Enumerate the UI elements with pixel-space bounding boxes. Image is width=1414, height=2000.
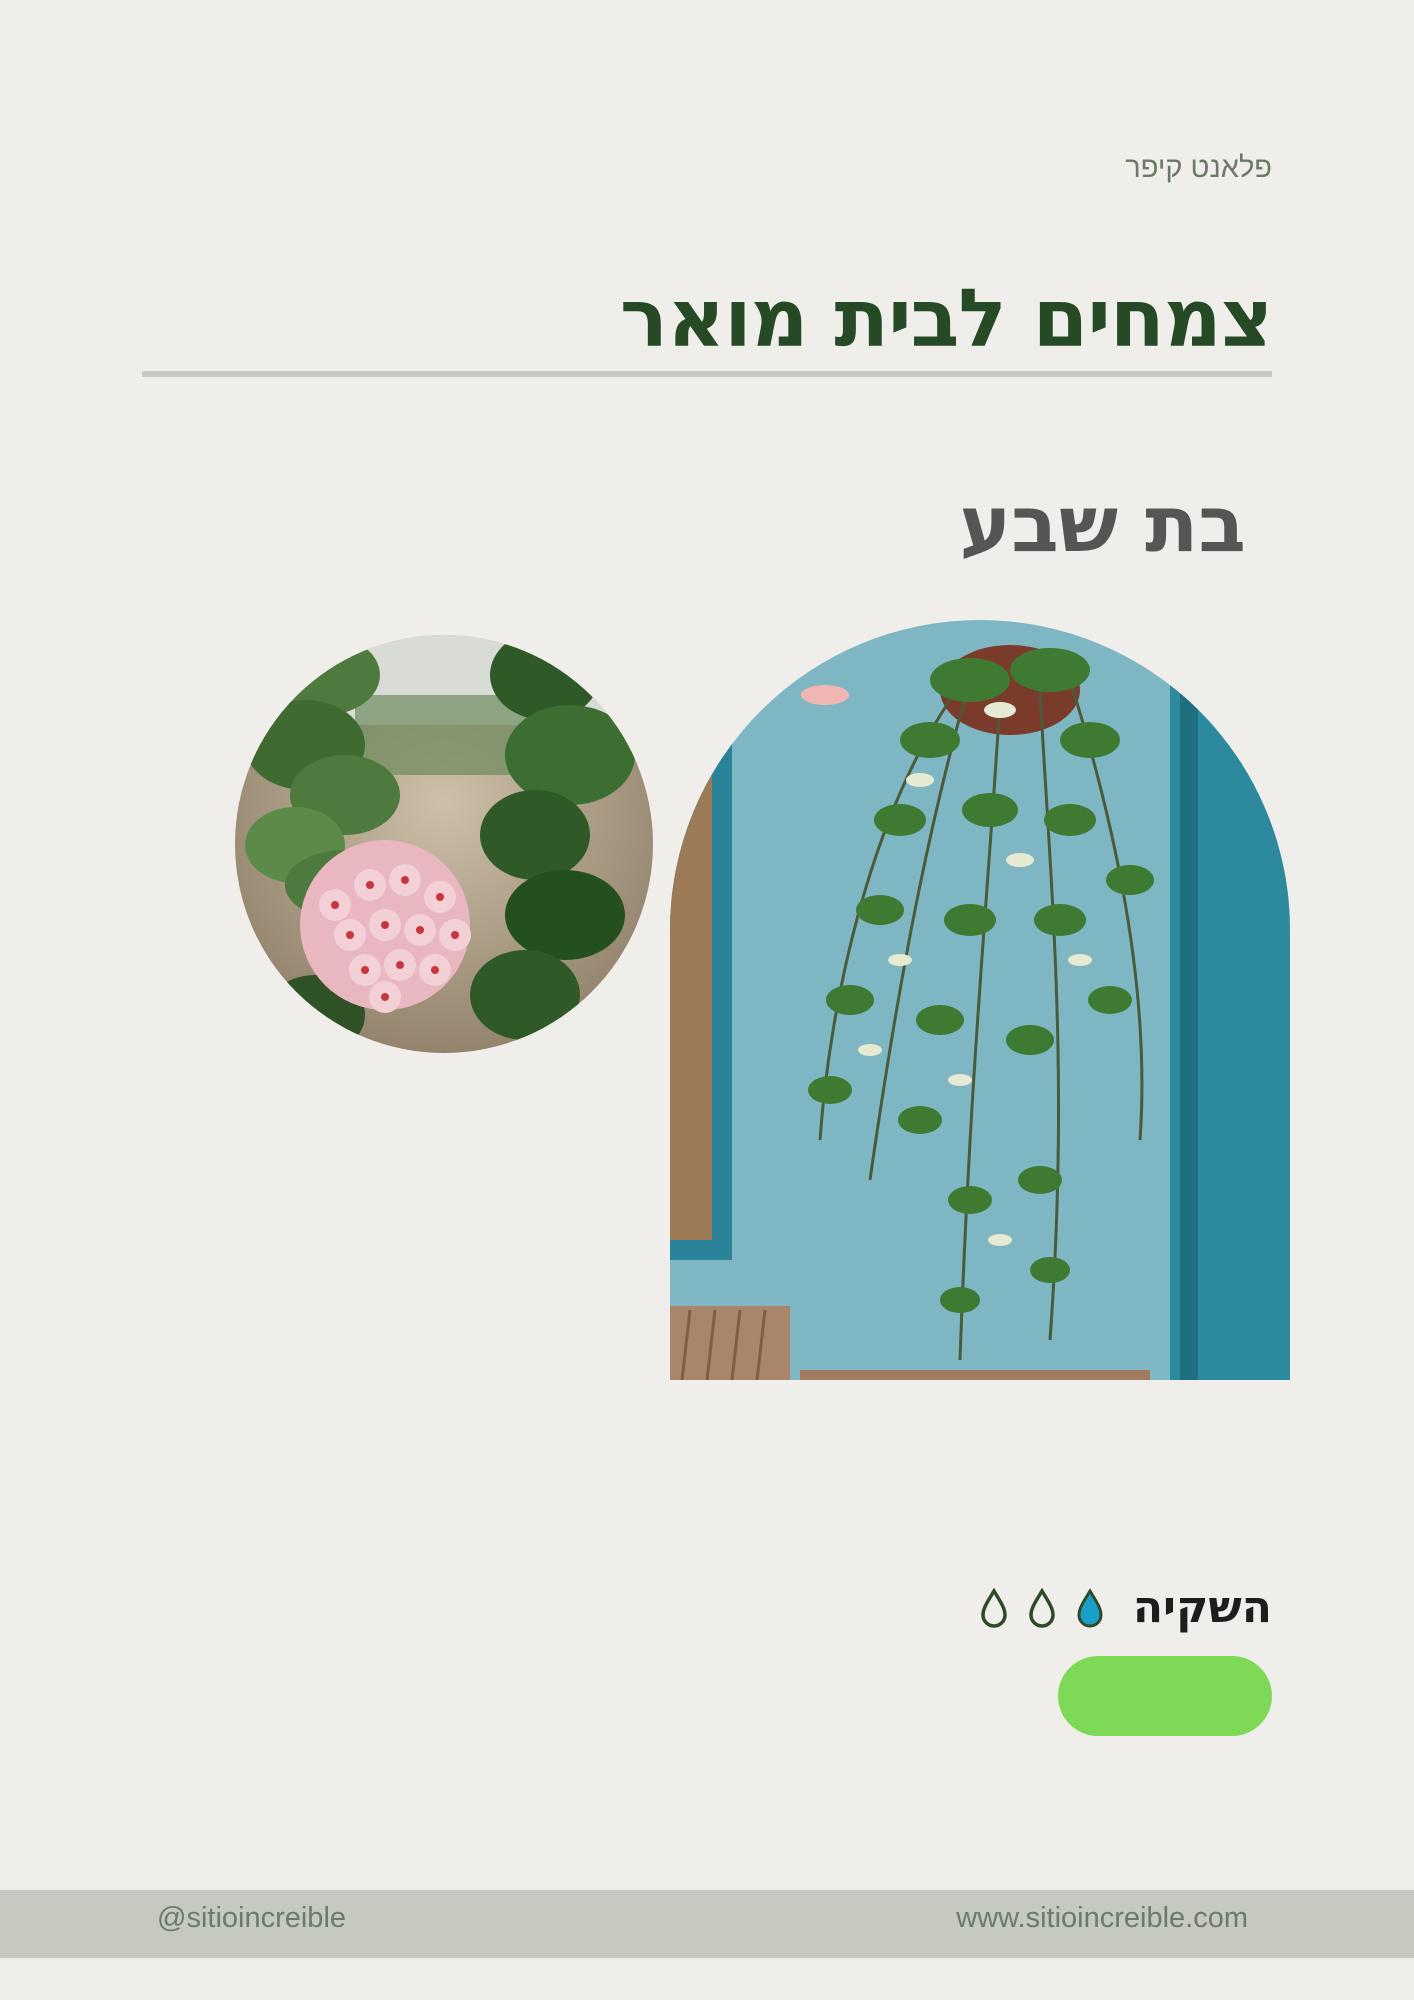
footer-url: www.sitioincreible.com (956, 1902, 1248, 1934)
water-drop-outline-icon (979, 1588, 1009, 1628)
footer-handle: @sitioincreible (157, 1902, 347, 1934)
watering-drops (979, 1588, 1105, 1628)
hanging-hoya-photo (670, 620, 1290, 1380)
water-drop-outline-icon (1027, 1588, 1057, 1628)
page-title: צמחים לבית מואר (619, 272, 1272, 365)
brand-name: פלאנט קיפר (1125, 152, 1272, 184)
watering-indicator (979, 1582, 1272, 1633)
watering-label: השקיה (1132, 1582, 1272, 1633)
hoya-flower-photo (235, 635, 653, 1053)
water-drop-filled-icon (1075, 1588, 1105, 1628)
footer (0, 1890, 1414, 1958)
title-divider (142, 371, 1272, 377)
plant-name: בת שבע (959, 480, 1246, 570)
watering-level-pill (1058, 1656, 1272, 1736)
